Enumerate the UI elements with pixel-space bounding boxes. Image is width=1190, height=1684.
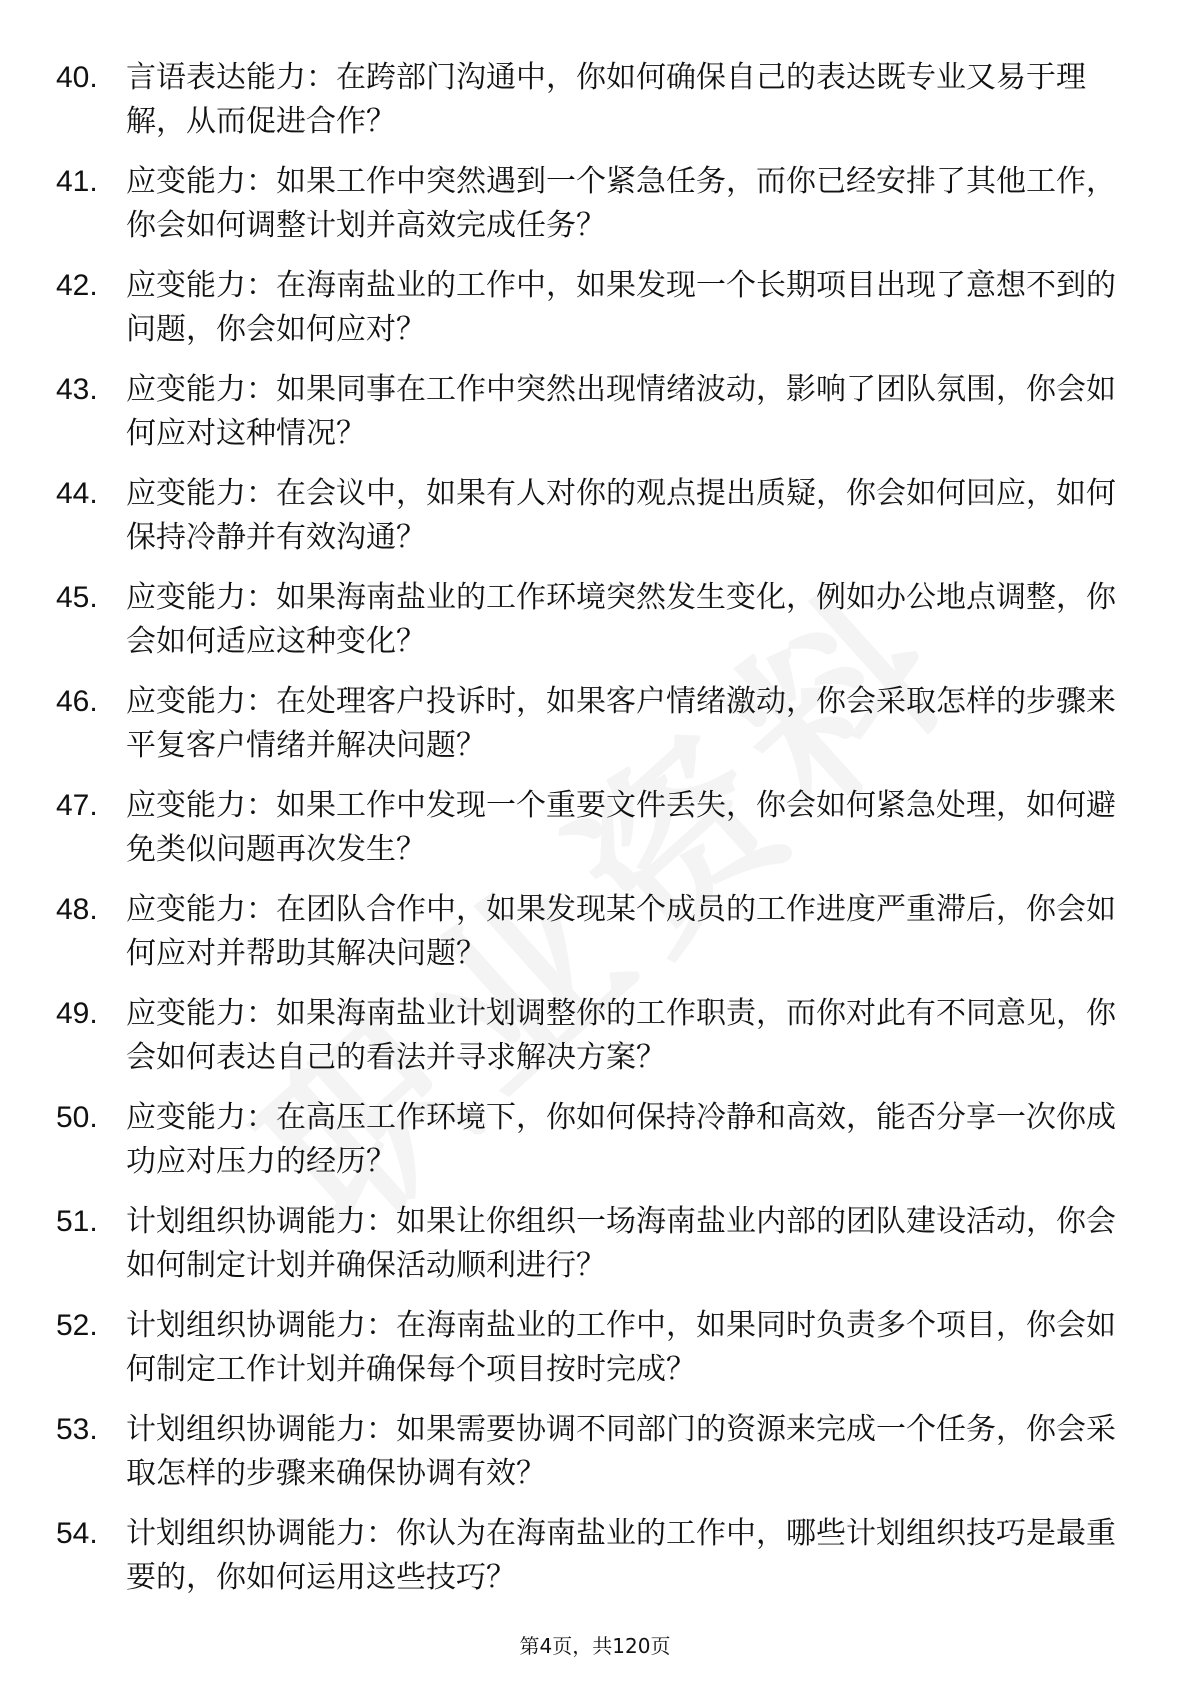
question-item xyxy=(0,254,1190,358)
question-number: 42. xyxy=(56,269,98,302)
question-number: 53. xyxy=(56,1413,98,1446)
question-text: 言语表达能力：在跨部门沟通中，你如何确保自己的表达既专业又易于理解，从而促进合作？ xyxy=(126,60,1086,139)
question-number: 44. xyxy=(56,477,98,510)
question-item xyxy=(0,1398,1190,1502)
question-number: 49. xyxy=(56,997,98,1030)
question-item xyxy=(0,358,1190,462)
question-number: 54. xyxy=(56,1517,98,1550)
page-number-label: 第4页，共120页 xyxy=(519,1634,671,1658)
question-item xyxy=(0,878,1190,982)
question-item xyxy=(0,46,1190,150)
question-item xyxy=(0,1502,1190,1606)
question-text: 计划组织协调能力：你认为在海南盐业的工作中，哪些计划组织技巧是最重要的，你如何运用这些技巧？ xyxy=(126,1516,1116,1595)
question-item xyxy=(0,774,1190,878)
question-number: 40. xyxy=(56,61,98,94)
page-footer xyxy=(0,1632,1190,1660)
question-item xyxy=(0,670,1190,774)
question-item xyxy=(0,1294,1190,1398)
question-text: 计划组织协调能力：在海南盐业的工作中，如果同时负责多个项目，你会如何制定工作计划并确保每个项目按时完成？ xyxy=(126,1308,1116,1387)
question-text: 应变能力：在会议中，如果有人对你的观点提出质疑，你会如何回应，如何保持冷静并有效沟通？ xyxy=(126,476,1116,555)
question-item xyxy=(0,1086,1190,1190)
question-number: 47. xyxy=(56,789,98,822)
question-text: 应变能力：如果同事在工作中突然出现情绪波动，影响了团队氛围，你会如何应对这种情况？ xyxy=(126,372,1116,451)
question-item xyxy=(0,150,1190,254)
question-item xyxy=(0,982,1190,1086)
question-item xyxy=(0,462,1190,566)
question-number: 52. xyxy=(56,1309,98,1342)
question-number: 43. xyxy=(56,373,98,406)
question-text: 应变能力：在高压工作环境下，你如何保持冷静和高效，能否分享一次你成功应对压力的经历？ xyxy=(126,1100,1116,1179)
question-number: 45. xyxy=(56,581,98,614)
question-text: 应变能力：在处理客户投诉时，如果客户情绪激动，你会采取怎样的步骤来平复客户情绪并解决问题？ xyxy=(126,684,1116,763)
question-number: 50. xyxy=(56,1101,98,1134)
question-text: 应变能力：在团队合作中，如果发现某个成员的工作进度严重滞后，你会如何应对并帮助其解决问题？ xyxy=(126,892,1116,971)
question-text: 应变能力：如果海南盐业计划调整你的工作职责，而你对此有不同意见，你会如何表达自己的看法并寻求解决方案？ xyxy=(126,996,1116,1075)
question-item xyxy=(0,1190,1190,1294)
question-number: 41. xyxy=(56,165,98,198)
question-text: 应变能力：如果海南盐业的工作环境突然发生变化，例如办公地点调整，你会如何适应这种变化？ xyxy=(126,580,1116,659)
question-text: 应变能力：如果工作中发现一个重要文件丢失，你会如何紧急处理，如何避免类似问题再次发生？ xyxy=(126,788,1116,867)
question-text: 应变能力：如果工作中突然遇到一个紧急任务，而你已经安排了其他工作，你会如何调整计划并高效完成任务？ xyxy=(126,164,1116,243)
question-number: 48. xyxy=(56,893,98,926)
question-text: 应变能力：在海南盐业的工作中，如果发现一个长期项目出现了意想不到的问题，你会如何应对？ xyxy=(126,268,1116,347)
question-list xyxy=(0,46,1190,1606)
question-item xyxy=(0,566,1190,670)
question-text: 计划组织协调能力：如果需要协调不同部门的资源来完成一个任务，你会采取怎样的步骤来确保协调有效？ xyxy=(126,1412,1116,1491)
question-number: 51. xyxy=(56,1205,98,1238)
question-number: 46. xyxy=(56,685,98,718)
question-text: 计划组织协调能力：如果让你组织一场海南盐业内部的团队建设活动，你会如何制定计划并确保活动顺利进行？ xyxy=(126,1204,1116,1283)
